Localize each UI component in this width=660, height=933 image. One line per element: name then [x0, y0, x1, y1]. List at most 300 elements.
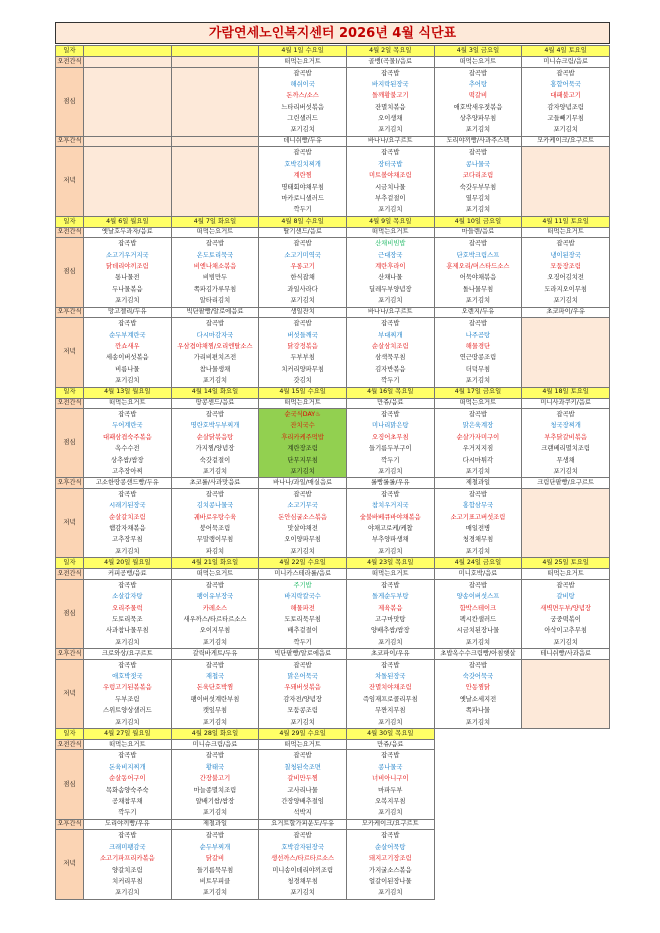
dinner-cell: [346, 659, 434, 728]
menu-item: 삼색묵무침: [375, 354, 406, 362]
morning-snack-cell: [434, 739, 522, 750]
menu-item: 잡곡밥: [468, 661, 488, 669]
afternoon-snack-cell: 데니쉬빵/두유: [259, 136, 347, 147]
menu-item: 공채참무채: [112, 798, 143, 806]
menu-item: 치커리무침: [112, 877, 143, 885]
dinner-cell: [522, 147, 610, 216]
menu-item: 잡곡밥: [381, 149, 400, 157]
menu-item: 잡곡밥: [293, 490, 312, 498]
menu-item: 김치콩나물국: [196, 502, 234, 510]
menu-item: 잡곡밥: [118, 320, 137, 328]
menu-item: 잡곡밥: [556, 69, 575, 77]
afternoon-snack-cell: 롤빵롤롤/우유: [346, 478, 434, 489]
lunch-cell: [434, 579, 522, 648]
date-cell: [84, 46, 172, 57]
menu-item: 고추장무침: [112, 536, 143, 544]
dinner-cell: [434, 147, 522, 216]
menu-item: 양배추쌈/쌈장: [370, 627, 410, 635]
afternoon-snack-cell: 바나나/과일/매실음료: [259, 478, 347, 489]
week-1-dinner-row: [56, 147, 610, 216]
menu-item: 매일전병: [465, 525, 491, 533]
lunch-label: 점심: [56, 579, 84, 648]
dinner-label: 저녁: [56, 830, 84, 899]
menu-item: 우롱고기: [290, 263, 315, 271]
afternoon-snack-cell: 빅단팥빵/알로에음료: [259, 649, 347, 660]
lunch-cell: [259, 409, 347, 478]
menu-item: 도토리묵조: [112, 615, 143, 623]
menu-item: 너비아니구이: [372, 775, 409, 783]
menu-item: 부대찌개: [378, 331, 403, 339]
menu-table: [55, 45, 610, 900]
menu-item: 함박스테이크: [459, 604, 497, 612]
week-2-lunch-row: [56, 238, 610, 307]
dinner-cell: [171, 830, 259, 899]
menu-item: 우돼버섯볶음: [284, 684, 321, 692]
week-5-morning-snack-row: [56, 739, 610, 750]
lunch-cell: [84, 238, 172, 307]
menu-item: 포기김치: [202, 467, 228, 475]
menu-item: 포기김치: [465, 547, 491, 555]
morning-snack-cell: 골뱅(곡물)/음료: [346, 57, 434, 68]
dinner-cell: [259, 488, 347, 557]
dinner-cell: [346, 147, 434, 216]
menu-item: 팽이유부장국: [196, 593, 234, 601]
morning-snack-cell: [171, 57, 259, 68]
morning-snack-cell: 미니카스테라롤/음료: [259, 569, 347, 580]
menu-item: 해물파전: [290, 604, 315, 612]
menu-item: 근대장국: [378, 251, 403, 259]
date-cell: [522, 728, 610, 739]
afternoon-snack-cell: 초밥옥수수크림빵/아침햇살: [434, 649, 522, 660]
menu-item: 잡곡밥: [118, 411, 137, 419]
menu-item: 알타리김치: [199, 297, 231, 305]
date-label: 일자: [56, 387, 84, 398]
menu-item: 돈육단호박찜: [196, 684, 234, 692]
date-cell: 4월 10일 금요일: [434, 216, 522, 227]
date-cell: 4월 1일 수요일: [259, 46, 347, 57]
menu-item: 잡곡밥: [468, 69, 488, 77]
menu-item: 얼갈이된장나물: [369, 877, 412, 885]
menu-item: 산채나물: [378, 274, 403, 282]
menu-item: 맛살야채전: [287, 525, 318, 533]
dinner-cell: [346, 318, 434, 387]
menu-item: 잡곡밥: [381, 411, 400, 419]
menu-item: 잡곡밥: [205, 661, 225, 669]
date-cell: 4월 25일 토요일: [522, 558, 610, 569]
menu-item: 돌게순두부탕: [372, 593, 409, 601]
dinner-cell: [346, 488, 434, 557]
lunch-label: 점심: [56, 409, 84, 478]
dinner-cell: [259, 318, 347, 387]
date-label: 일자: [56, 46, 84, 57]
menu-item: 홍합삼무국: [462, 502, 494, 510]
afternoon-snack-cell: 제철과일: [434, 478, 522, 489]
afternoon-snack-label: 오후간식: [56, 136, 84, 147]
menu-item: 나주곰탕: [465, 331, 491, 339]
morning-snack-cell: 떠먹는요거트: [259, 398, 347, 409]
dinner-cell: [434, 488, 522, 557]
lunch-cell: [259, 67, 347, 136]
date-cell: 4월 11일 토요일: [522, 216, 610, 227]
menu-item: 간장불고기: [199, 775, 231, 783]
menu-item: 순살어묵탕: [375, 843, 406, 851]
menu-item: 갈비탕: [556, 593, 575, 601]
dinner-label: 저녁: [56, 659, 84, 728]
menu-item: 잡곡밥: [381, 320, 400, 328]
menu-item: 들기름두부구이: [369, 445, 412, 453]
menu-item: 잡곡밥: [293, 69, 312, 77]
date-cell: 4월 21일 화요일: [171, 558, 259, 569]
menu-item: 해쉬이국: [290, 80, 315, 88]
menu-item: 모둠장조림: [550, 263, 581, 271]
menu-item: 갈비만두찜: [287, 775, 318, 783]
menu-item: 대패불고기: [550, 92, 581, 100]
menu-item: 쪽파나물: [465, 707, 491, 715]
menu-item: 잡곡밥: [118, 240, 137, 248]
menu-item: 오징어김치전: [547, 274, 584, 282]
afternoon-snack-label: 오후간식: [56, 819, 84, 830]
menu-item: 비트무피클: [199, 877, 231, 885]
menu-item: 무생채: [556, 456, 575, 464]
menu-item: 돼지고기장조림: [369, 855, 412, 863]
menu-item: 잡곡밥: [293, 320, 312, 328]
menu-item: 청국장찌개: [550, 422, 581, 430]
afternoon-snack-cell: 빅단팥빵/알로에음료: [171, 307, 259, 318]
menu-item: 해물경단: [465, 342, 491, 350]
menu-item: 포기김치: [378, 547, 403, 555]
afternoon-snack-cell: [84, 136, 172, 147]
menu-item: 연근땅콩조림: [459, 354, 497, 362]
menu-item: 포기김치: [290, 718, 315, 726]
menu-item: 포기김치: [378, 297, 403, 305]
menu-item: 비름나물: [115, 365, 140, 373]
menu-item: 잔멸치야채조림: [369, 684, 412, 692]
afternoon-snack-cell: 생일잔치: [259, 307, 347, 318]
menu-item: 시금치된장나물: [456, 627, 500, 635]
menu-item: 포기김치: [465, 377, 491, 385]
menu-item: 고들빼기무침: [547, 115, 584, 123]
lunch-cell: [434, 238, 522, 307]
week-4-afternoon-snack-row: [56, 649, 610, 660]
morning-snack-cell: 만쥬/음료: [346, 398, 434, 409]
menu-item: 세송이버섯볶음: [106, 354, 149, 362]
week-4-date-row: [56, 558, 610, 569]
afternoon-snack-cell: 크림단팥빵/요구르트: [522, 478, 610, 489]
menu-item: 새우까스/타르타르소스: [183, 615, 247, 623]
week-1-lunch-row: [56, 67, 610, 136]
lunch-cell: [346, 238, 434, 307]
lunch-cell: [171, 750, 259, 819]
menu-item: 과일사라다: [287, 285, 318, 293]
menu-item: 깍두기: [118, 809, 137, 817]
morning-snack-cell: 옛날호두과자/음료: [84, 227, 172, 238]
menu-item: 포기김치: [378, 206, 403, 214]
morning-snack-label: 오전간식: [56, 227, 84, 238]
date-cell: 4월 24일 금요일: [434, 558, 522, 569]
dinner-cell: [84, 488, 172, 557]
morning-snack-cell: 커피공뱅/음료: [84, 569, 172, 580]
menu-item: 잡곡밥: [205, 411, 225, 419]
date-cell: 4월 17일 금요일: [434, 387, 522, 398]
dinner-cell: [84, 830, 172, 899]
date-cell: 4월 16일 목요일: [346, 387, 434, 398]
dinner-cell: [434, 830, 522, 899]
menu-item: 상추양파무침: [459, 115, 497, 123]
menu-item: 포기김치: [202, 809, 228, 817]
week-2-dinner-row: [56, 318, 610, 387]
menu-item: 포기김치: [553, 467, 578, 475]
afternoon-snack-cell: 요거트할가피운도/두유: [259, 819, 347, 830]
menu-item: 마카로니샐러드: [281, 194, 324, 202]
menu-item: 참나물생채: [199, 365, 231, 373]
morning-snack-cell: 떠먹는요거트: [346, 569, 434, 580]
menu-item: 돌나물무침: [462, 285, 494, 293]
lunch-cell: [522, 750, 610, 819]
menu-item: 새벽면두부/양념장: [540, 604, 592, 612]
menu-item: 소고기우거지국: [106, 251, 149, 259]
menu-item: 통나물전: [115, 274, 140, 282]
menu-item: 잡곡밥: [118, 581, 137, 589]
menu-item: 파김치: [205, 547, 225, 555]
date-cell: 4월 30일 목요일: [346, 728, 434, 739]
menu-item: 장터국밥: [378, 160, 403, 168]
menu-item: 부추겉절이: [375, 194, 406, 202]
afternoon-snack-cell: 모카케이크/요구르트: [522, 136, 610, 147]
menu-item: 잡곡밥: [205, 581, 225, 589]
menu-item: 더덕무침: [465, 365, 491, 373]
afternoon-snack-cell: 망고젤리/두유: [84, 307, 172, 318]
menu-item: 얄배기쌈/쌈장: [195, 798, 235, 806]
menu-item: 잡곡밥: [293, 661, 312, 669]
menu-item: 오이생채: [378, 115, 403, 123]
menu-item: 명란호박두부찌개: [190, 422, 240, 430]
menu-item: 다시마감자국: [196, 331, 234, 339]
menu-item: 두어계란국: [112, 422, 143, 430]
week-1-afternoon-snack-row: [56, 136, 610, 147]
menu-item: 포기김치: [290, 547, 315, 555]
afternoon-snack-label: 오후간식: [56, 478, 84, 489]
dinner-cell: [522, 830, 610, 899]
lunch-cell: [171, 67, 259, 136]
menu-item: 어묵야채볶음: [459, 274, 497, 282]
menu-item: 돈육비지찌개: [109, 763, 146, 771]
date-cell: 4월 28일 화요일: [171, 728, 259, 739]
menu-item: 궁중떡볶이: [550, 615, 581, 623]
date-label: 일자: [56, 558, 84, 569]
dinner-cell: [171, 659, 259, 728]
morning-snack-cell: 미니호박/음료: [434, 569, 522, 580]
menu-item: 계란찜: [293, 172, 312, 180]
menu-item: 소고기미역국: [284, 251, 321, 259]
afternoon-snack-cell: 초코롤/사과맛음료: [171, 478, 259, 489]
menu-item: 순살삼치조림: [372, 342, 409, 350]
week-2-morning-snack-row: [56, 227, 610, 238]
menu-item: 순국식DAY♨: [284, 411, 321, 419]
menu-item: 대패삼겹숙주볶음: [102, 433, 152, 441]
menu-item: 안동찜닭: [465, 684, 491, 692]
menu-item: 깐쇼새우: [115, 342, 140, 350]
lunch-cell: [84, 409, 172, 478]
menu-item: 청경채무침: [462, 536, 494, 544]
menu-item: 온도토리묵국: [196, 251, 234, 259]
date-cell: 4월 7일 화요일: [171, 216, 259, 227]
lunch-cell: [346, 67, 434, 136]
menu-item: 애호박젓국: [112, 673, 143, 680]
date-cell: 4월 14일 화요일: [171, 387, 259, 398]
menu-item: 잡곡밥: [205, 490, 225, 498]
lunch-cell: [434, 750, 522, 819]
morning-snack-cell: 떠먹는요거트: [522, 569, 610, 580]
week-5-dinner-row: [56, 830, 610, 899]
menu-item: 칠청된숙조면: [284, 763, 321, 771]
lunch-cell: [434, 409, 522, 478]
date-cell: 4월 18일 토요일: [522, 387, 610, 398]
menu-item: 소고기무국: [287, 502, 318, 510]
menu-item: 황태국: [205, 763, 225, 771]
date-cell: 4월 13일 월요일: [84, 387, 172, 398]
menu-item: 포기김치: [115, 377, 140, 385]
menu-item: 잡곡밥: [381, 490, 400, 498]
menu-item: 참치우거지국: [372, 502, 409, 510]
morning-snack-label: 오전간식: [56, 569, 84, 580]
menu-item: 콩나물국: [465, 160, 491, 168]
menu-item: 오이지무침: [199, 627, 231, 635]
menu-item: 단호박크림스프: [456, 251, 500, 259]
menu-item: 포기김치: [378, 809, 403, 817]
afternoon-snack-cell: 오렌지/두유: [434, 307, 522, 318]
menu-item: 오징어초무침: [372, 433, 409, 441]
menu-item: 코다리조림: [462, 172, 494, 180]
dinner-cell: [171, 147, 259, 216]
menu-item: 펙시칸샐러드: [459, 615, 497, 623]
week-3-lunch-row: [56, 409, 610, 478]
afternoon-snack-cell: [171, 136, 259, 147]
menu-item: 목화솜양숙주숙: [106, 786, 149, 794]
morning-snack-cell: 떠먹는요거트: [522, 227, 610, 238]
menu-item: 바지락칼국수: [284, 593, 321, 601]
afternoon-snack-cell: 테니쉬빵/사과음료: [522, 649, 610, 660]
page-title: 가람연세노인복지센터 2026년 4월 식단표: [55, 22, 610, 44]
date-cell: 4월 27일 월요일: [84, 728, 172, 739]
menu-item: 오리주물럭: [112, 604, 143, 612]
morning-snack-cell: 만쥬/음료: [346, 739, 434, 750]
afternoon-snack-cell: 초코파이/우유: [346, 649, 434, 660]
week-4-dinner-row: [56, 659, 610, 728]
date-cell: 4월 22일 수요일: [259, 558, 347, 569]
menu-item: 팽이버섯계란부침: [190, 695, 240, 703]
morning-snack-cell: 떠먹는요거트: [84, 398, 172, 409]
menu-item: 잡곡밥: [118, 832, 137, 840]
week-3-date-row: [56, 387, 610, 398]
afternoon-snack-label: 오후간식: [56, 649, 84, 660]
dinner-cell: [84, 659, 172, 728]
menu-item: 계란장조림: [287, 445, 318, 453]
menu-item: 포기김치: [290, 126, 315, 134]
menu-item: 석박지: [293, 809, 312, 817]
menu-item: 버섯들깨국: [287, 331, 318, 339]
lunch-cell: [84, 579, 172, 648]
menu-item: 옥수수전: [115, 445, 140, 453]
menu-item: 잡곡밥: [468, 149, 488, 157]
menu-item: 잡곡밥: [293, 240, 312, 248]
menu-item: 순살동어구이: [109, 775, 146, 783]
menu-item: 갓김치: [293, 377, 312, 385]
morning-snack-cell: 딸기샌드/음료: [259, 227, 347, 238]
menu-item: 도토리묵무침: [284, 615, 321, 623]
afternoon-snack-cell: 바나나/요구르트: [346, 136, 434, 147]
date-cell: 4월 29일 수요일: [259, 728, 347, 739]
menu-item: 잡곡밥: [556, 581, 575, 589]
menu-item: 맑은육계장: [462, 422, 494, 430]
date-cell: [171, 46, 259, 57]
lunch-cell: [84, 67, 172, 136]
menu-item: 마늘종멸치조림: [193, 786, 237, 794]
dinner-cell: [171, 318, 259, 387]
menu-item: 도라지오이무침: [544, 285, 587, 293]
week-2-date-row: [56, 216, 610, 227]
date-label: 일자: [56, 216, 84, 227]
dinner-cell: [434, 659, 522, 728]
menu-item: 순두부계란국: [109, 331, 146, 339]
menu-item: 부추닭갈비볶음: [544, 433, 587, 441]
morning-snack-cell: 떠먹는요거트: [171, 227, 259, 238]
menu-item: 닭데리야끼조림: [106, 263, 149, 271]
menu-item: 배추겉절이: [287, 627, 318, 635]
menu-item: 잡곡밥: [205, 320, 225, 328]
date-cell: 4월 15일 수요일: [259, 387, 347, 398]
menu-item: 우삼겹야채찜/오리엔탈소스: [177, 342, 253, 350]
menu-item: 야채고로케/케찹: [367, 525, 413, 533]
menu-item: 포기김치: [465, 638, 491, 646]
menu-item: 잡곡밥: [381, 581, 400, 589]
dinner-label: 저녁: [56, 318, 84, 387]
menu-item: 홍합어묵국: [550, 80, 581, 88]
menu-item: 포기김치: [115, 718, 140, 726]
menu-item: 깍두기: [381, 456, 400, 464]
lunch-cell: [522, 67, 610, 136]
menu-item: 무말랭이무침: [196, 536, 234, 544]
morning-snack-label: 오전간식: [56, 739, 84, 750]
lunch-cell: [522, 409, 610, 478]
morning-snack-cell: 미니사과쿠키/음료: [522, 398, 610, 409]
menu-item: 김자반볶음: [375, 365, 406, 373]
menu-item: 옛날소세지전: [459, 695, 497, 703]
menu-item: 포기김치: [378, 467, 403, 475]
menu-item: 잡곡밥: [118, 661, 137, 669]
menu-item: 양송이버섯스프: [456, 593, 500, 601]
menu-item: 비빔만두: [202, 274, 228, 282]
menu-item: 가지굴소스볶음: [369, 866, 412, 874]
menu-item: 미니송이데리야끼조림: [272, 866, 334, 874]
dinner-cell: [522, 318, 610, 387]
menu-item: 포기김치: [202, 377, 228, 385]
date-cell: [434, 728, 522, 739]
menu-item: 열무김치: [465, 194, 491, 202]
lunch-cell: [522, 238, 610, 307]
lunch-cell: [346, 409, 434, 478]
menu-item: 호박감자된장국: [281, 843, 324, 851]
menu-item: 포기김치: [465, 718, 491, 726]
menu-item: 그린샐러드: [287, 115, 318, 123]
menu-item: 잡곡밥: [381, 661, 400, 669]
week-1-date-row: [56, 46, 610, 57]
dinner-cell: [522, 488, 610, 557]
menu-item: 느타리버섯볶음: [281, 103, 324, 111]
afternoon-snack-cell: [434, 819, 522, 830]
menu-item: 포기김치: [290, 297, 315, 305]
menu-item: 잡곡밥: [468, 411, 488, 419]
menu-item: 잡곡밥: [468, 320, 488, 328]
